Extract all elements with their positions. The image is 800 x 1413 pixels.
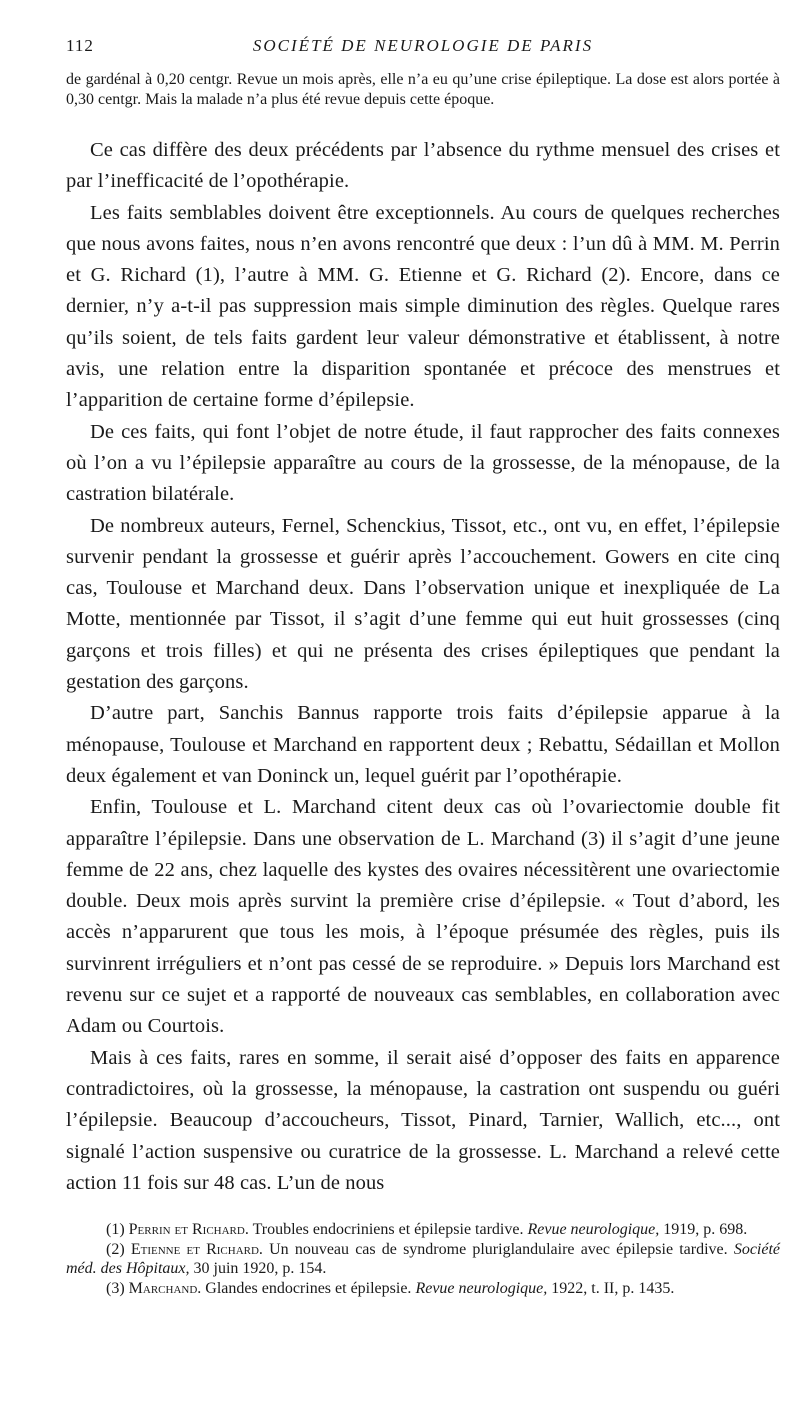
footnotes — [66, 1220, 780, 1298]
paragraph: D’autre part, Sanchis Bannus rapporte trois faits d’épilepsie apparue à la ménopause, Toulouse et Marchand en rapportent deux ; Rebattu, Sédaillan et Mollon deux également et van Doninck un, lequel guérit par l’opothérapie. — [66, 702, 780, 787]
footnote-ref: 1922, t. II, p. 1435. — [551, 1279, 675, 1297]
footnote-journal: Revue neurologique, — [527, 1221, 660, 1239]
observation-end-paragraph: de gardénal à 0,20 centgr. Revue un mois après, elle n’a eu qu’une crise épileptique. La dose est alors portée à 0,30 centgr. Mais la malade n’a plus été revue depuis cette époque. — [66, 71, 780, 108]
footnote — [66, 1279, 780, 1299]
footnote-journal: Revue neurologique, — [415, 1279, 548, 1297]
footnote — [66, 1220, 780, 1240]
footnote-authors: Perrin et Richard. — [128, 1221, 249, 1239]
body-text — [66, 135, 780, 1199]
footnote-label: (1) — [106, 1221, 125, 1239]
footnote-authors: Etienne et Richard. — [130, 1240, 263, 1258]
footnote-journal: Société méd. des Hôpitaux, — [66, 1240, 781, 1278]
page-number: 112 — [66, 36, 94, 55]
paragraph: Enfin, Toulouse et L. Marchand citent deux cas où l’ovariectomie double fit apparaître l’épilepsie. Dans une observation de L. Marchand (3) il s’agit d’une jeune femme de 22 ans, chez laquelle des kystes des ovaires nécessitèrent une ovariectomie double. Deux mois après survint la première crise d’épilepsie. « Tout d’abord, les accès n’apparurent que tous les mois, à l’époque présumée des règles, puis ils survinrent irréguliers et n’ont pas cessé de se reproduire. » Depuis lors Marchand est revenu sur ce sujet et a rapporté de nouveaux cas semblables, en collaboration avec Adam ou Courtois. — [66, 796, 780, 1038]
footnote-label: (3) — [106, 1279, 125, 1297]
paragraph: Les faits semblables doivent être exceptionnels. Au cours de quelques recherches que nous avons faites, nous n’en avons rencontré que deux : l’un dû à MM. M. Perrin et G. Richard (1), l’autre à MM. G. Etienne et G. Richard (2). Encore, dans ce dernier, n’y a-t-il pas suppression mais simple diminution des règles. Quelque rares qu’ils soient, de tels faits gardent leur valeur démonstrative et établissent, à notre avis, une relation entre la disparition spontanée et précoce des menstrues et l’apparition de certaine forme d’épilepsie. — [66, 201, 780, 412]
footnote-title: Glandes endocrines et épilepsie. — [205, 1279, 412, 1297]
paragraph: Ce cas diffère des deux précédents par l’absence du rythme mensuel des crises et par l’inefficacité de l’opothérapie. — [66, 139, 780, 193]
paragraph: Mais à ces faits, rares en somme, il serait aisé d’opposer des faits en apparence contradictoires, où la grossesse, la ménopause, la castration ont suspendu ou guéri l’épilepsie. Beaucoup d’accoucheurs, Tissot, Pinard, Tarnier, Wallich, etc..., ont signalé l’action suspensive ou curatrice de la grossesse. L. Marchand a relevé cette action 11 fois sur 48 cas. L’un de nous — [66, 1046, 780, 1194]
page-header — [66, 30, 780, 60]
footnote-authors: Marchand. — [128, 1279, 202, 1297]
footnote — [66, 1240, 780, 1279]
page — [66, 30, 780, 1298]
paragraph: De ces faits, qui font l’objet de notre étude, il faut rapprocher des faits connexes où l’on a vu l’épilepsie apparaître au cours de la grossesse, de la ménopause, de la castration bilatérale. — [66, 420, 780, 506]
footnote-title: Troubles endocriniens et épilepsie tardive. — [252, 1221, 524, 1239]
paragraph: De nombreux auteurs, Fernel, Schenckius, Tissot, etc., ont vu, en effet, l’épilepsie survenir pendant la grossesse et guérir après l’accouchement. Gowers en cite cinq cas, Toulouse et Marchand deux. Dans l’observation unique et inexpliquée de La Motte, mentionnée par Tissot, il s’agit d’une femme qui eut huit grossesses (cinq garçons et trois filles) et qui ne présenta des crises épileptiques que pendant la gestation des garçons. — [66, 514, 780, 694]
footnote-ref: 30 juin 1920, p. 154. — [193, 1260, 327, 1278]
footnote-label: (2) — [106, 1240, 125, 1258]
footnote-title: Un nouveau cas de syndrome pluriglandulaire avec épilepsie tardive. — [269, 1240, 728, 1258]
footnote-ref: 1919, p. 698. — [663, 1221, 748, 1239]
running-head: SOCIÉTÉ DE NEUROLOGIE DE PARIS — [252, 36, 594, 55]
